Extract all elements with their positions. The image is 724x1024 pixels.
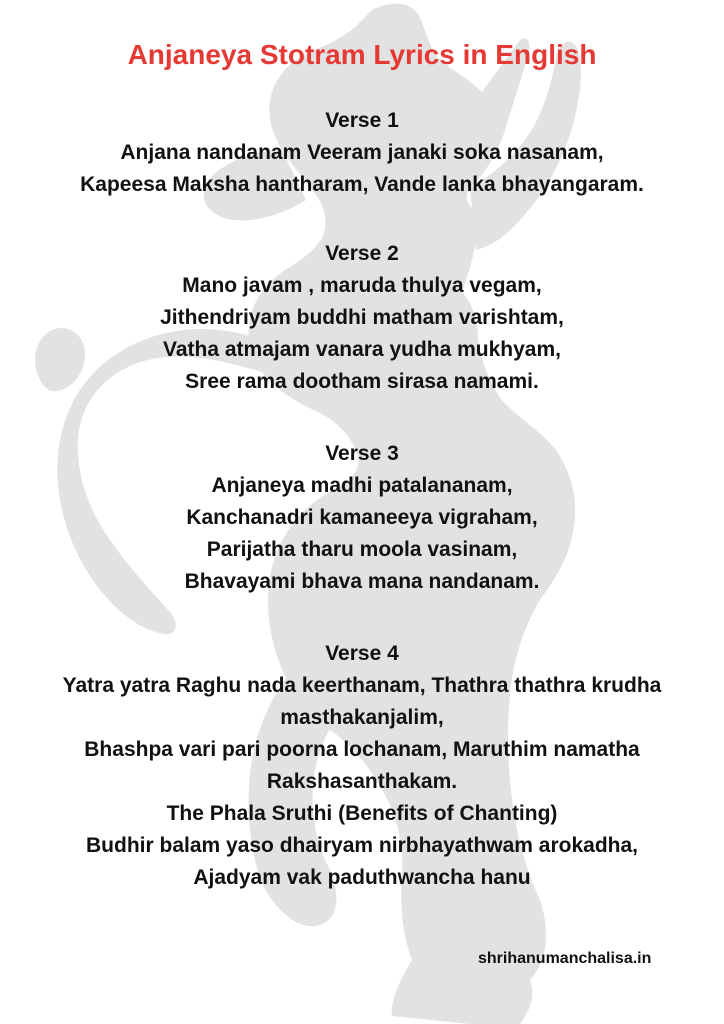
verse-2: [0, 238, 724, 398]
verse-3: [0, 438, 724, 598]
verse-1: [0, 105, 724, 201]
verse-heading: Verse 1: [325, 109, 399, 132]
phala-sruthi-heading: The Phala Sruthi (Benefits of Chanting): [166, 802, 558, 825]
page-title: Anjaneya Stotram Lyrics in English: [127, 39, 597, 70]
website-watermark: shrihanumanchalisa.in: [478, 950, 652, 967]
verse-line: Parijatha tharu moola vasinam,: [206, 538, 518, 561]
verse-line: Budhir balam yaso dhairyam nirbhayathwam arokadha,: [86, 834, 638, 857]
verse-line: Anjaneya madhi patalananam,: [211, 474, 513, 497]
verse-line: Rakshasanthakam.: [266, 770, 458, 793]
verse-line: Sree rama dootham sirasa namami.: [185, 370, 539, 393]
verse-line: Vatha atmajam vanara yudha mukhyam,: [162, 338, 561, 361]
verse-line: Ajadyam vak paduthwancha hanu: [193, 866, 531, 889]
verse-heading: Verse 2: [325, 242, 399, 265]
verse-heading: Verse 3: [325, 442, 399, 465]
verse-line: Bhashpa vari pari poorna lochanam, Maruthim namatha: [84, 738, 640, 761]
verse-line: Anjana nandanam Veeram janaki soka nasanam,: [120, 141, 604, 164]
verse-line: masthakanjalim,: [280, 706, 444, 729]
verse-line: Jithendriyam buddhi matham varishtam,: [160, 306, 564, 329]
verse-line: Mano javam , maruda thulya vegam,: [182, 274, 542, 297]
verse-line: Yatra yatra Raghu nada keerthanam, Thathra thathra krudha: [62, 674, 662, 697]
verse-heading: Verse 4: [325, 642, 399, 665]
verse-line: Bhavayami bhava mana nandanam.: [184, 570, 540, 593]
verse-line: Kapeesa Maksha hantharam, Vande lanka bhayangaram.: [80, 173, 644, 196]
verse-4: [0, 638, 724, 894]
verse-line: Kanchanadri kamaneeya vigraham,: [186, 506, 538, 529]
